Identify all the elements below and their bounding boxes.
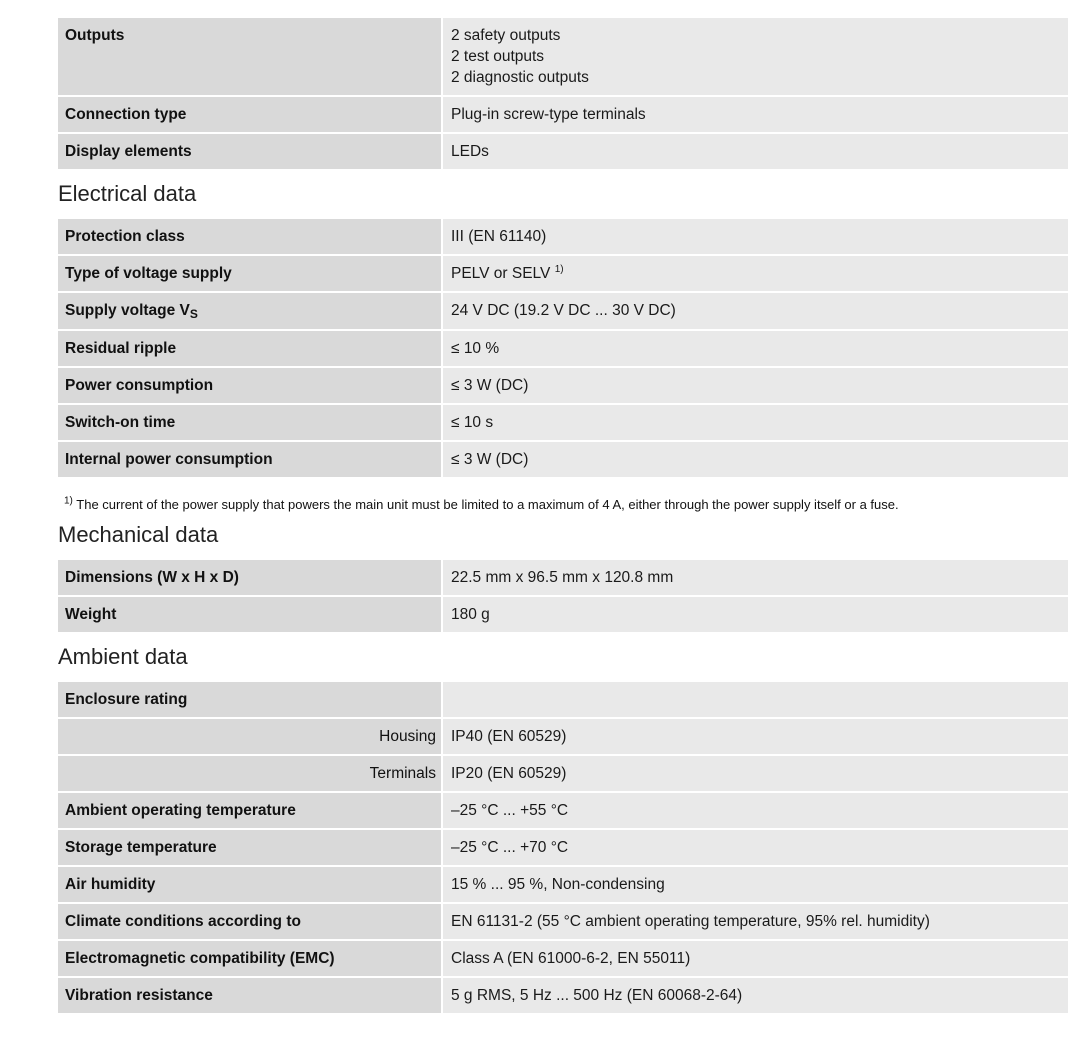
vibration-resistance-value: 5 g RMS, 5 Hz ... 500 Hz (EN 60068-2-64): [443, 978, 1068, 1013]
switch-on-time-label: Switch-on time: [58, 405, 443, 440]
internal-power-consumption-label: Internal power consumption: [58, 442, 443, 477]
connection-type-value: Plug-in screw-type terminals: [443, 97, 1068, 132]
table-row: [58, 18, 1068, 95]
internal-power-consumption-value: ≤ 3 W (DC): [443, 442, 1068, 477]
ambient-data-heading: Ambient data: [58, 644, 188, 669]
footnote: [64, 497, 1068, 512]
supply-voltage-label-text: Supply voltage V: [65, 302, 190, 319]
table-row: [58, 978, 1068, 1013]
outputs-line: 2 diagnostic outputs: [451, 69, 589, 86]
switch-on-time-value: ≤ 10 s: [443, 405, 1068, 440]
table-row: [58, 405, 1068, 440]
dimensions-value: 22.5 mm x 96.5 mm x 120.8 mm: [443, 560, 1068, 595]
footnote-ref: 1): [554, 263, 564, 275]
datasheet-page: [58, 18, 1068, 1015]
table-row: [58, 331, 1068, 366]
voltage-supply-type-label: Type of voltage supply: [58, 256, 443, 291]
electrical-data-heading: Electrical data: [58, 181, 197, 206]
housing-value: IP40 (EN 60529): [443, 719, 1068, 754]
storage-temperature-label: Storage temperature: [58, 830, 443, 865]
table-row: [58, 830, 1068, 865]
table-row: [58, 97, 1068, 132]
outputs-label: Outputs: [58, 18, 443, 95]
mechanical-data-heading: Mechanical data: [58, 522, 219, 547]
general-data-table: [58, 16, 1068, 171]
housing-label: Housing: [58, 719, 443, 754]
power-consumption-value: ≤ 3 W (DC): [443, 368, 1068, 403]
outputs-value: [443, 18, 1068, 95]
air-humidity-value: 15 % ... 95 %, Non-condensing: [443, 867, 1068, 902]
table-row: [58, 293, 1068, 329]
protection-class-label: Protection class: [58, 219, 443, 254]
residual-ripple-value: ≤ 10 %: [443, 331, 1068, 366]
table-row: [58, 442, 1068, 477]
weight-label: Weight: [58, 597, 443, 632]
ambient-data-table: [58, 680, 1068, 1015]
connection-type-label: Connection type: [58, 97, 443, 132]
storage-temperature-value: –25 °C ... +70 °C: [443, 830, 1068, 865]
dimensions-label: Dimensions (W x H x D): [58, 560, 443, 595]
supply-voltage-subscript: S: [189, 307, 198, 321]
table-row: [58, 941, 1068, 976]
display-elements-value: LEDs: [443, 134, 1068, 169]
table-row: [58, 368, 1068, 403]
table-row: [58, 560, 1068, 595]
table-row: [58, 756, 1068, 791]
footnote-marker: 1): [64, 495, 73, 507]
table-row: [58, 597, 1068, 632]
table-row: [58, 219, 1068, 254]
climate-conditions-value: EN 61131-2 (55 °C ambient operating temperature, 95% rel. humidity): [443, 904, 1068, 939]
ambient-temperature-value: –25 °C ... +55 °C: [443, 793, 1068, 828]
weight-value: 180 g: [443, 597, 1068, 632]
vibration-resistance-label: Vibration resistance: [58, 978, 443, 1013]
terminals-value: IP20 (EN 60529): [443, 756, 1068, 791]
footnote-text: The current of the power supply that powers the main unit must be limited to a maximum of 4 A, either through the power supply itself or a fuse.: [76, 497, 899, 512]
supply-voltage-value: 24 V DC (19.2 V DC ... 30 V DC): [443, 293, 1068, 329]
table-row: [58, 256, 1068, 291]
table-row: [58, 904, 1068, 939]
supply-voltage-label: [58, 293, 443, 329]
air-humidity-label: Air humidity: [58, 867, 443, 902]
voltage-supply-type-value: [443, 256, 1068, 291]
ambient-temperature-label: Ambient operating temperature: [58, 793, 443, 828]
table-row: [58, 134, 1068, 169]
table-row: [58, 867, 1068, 902]
mechanical-data-table: [58, 558, 1068, 634]
outputs-line: 2 safety outputs: [451, 27, 561, 44]
climate-conditions-label: Climate conditions according to: [58, 904, 443, 939]
display-elements-label: Display elements: [58, 134, 443, 169]
electrical-data-table: [58, 217, 1068, 479]
table-row: [58, 793, 1068, 828]
emc-value: Class A (EN 61000-6-2, EN 55011): [443, 941, 1068, 976]
table-row: [58, 719, 1068, 754]
table-row: [58, 682, 1068, 717]
outputs-line: 2 test outputs: [451, 48, 545, 65]
emc-label: Electromagnetic compatibility (EMC): [58, 941, 443, 976]
power-consumption-label: Power consumption: [58, 368, 443, 403]
residual-ripple-label: Residual ripple: [58, 331, 443, 366]
protection-class-value: III (EN 61140): [443, 219, 1068, 254]
voltage-supply-type-text: PELV or SELV: [451, 265, 551, 282]
terminals-label: Terminals: [58, 756, 443, 791]
enclosure-rating-label: Enclosure rating: [58, 682, 443, 717]
enclosure-rating-value: [443, 682, 1068, 717]
